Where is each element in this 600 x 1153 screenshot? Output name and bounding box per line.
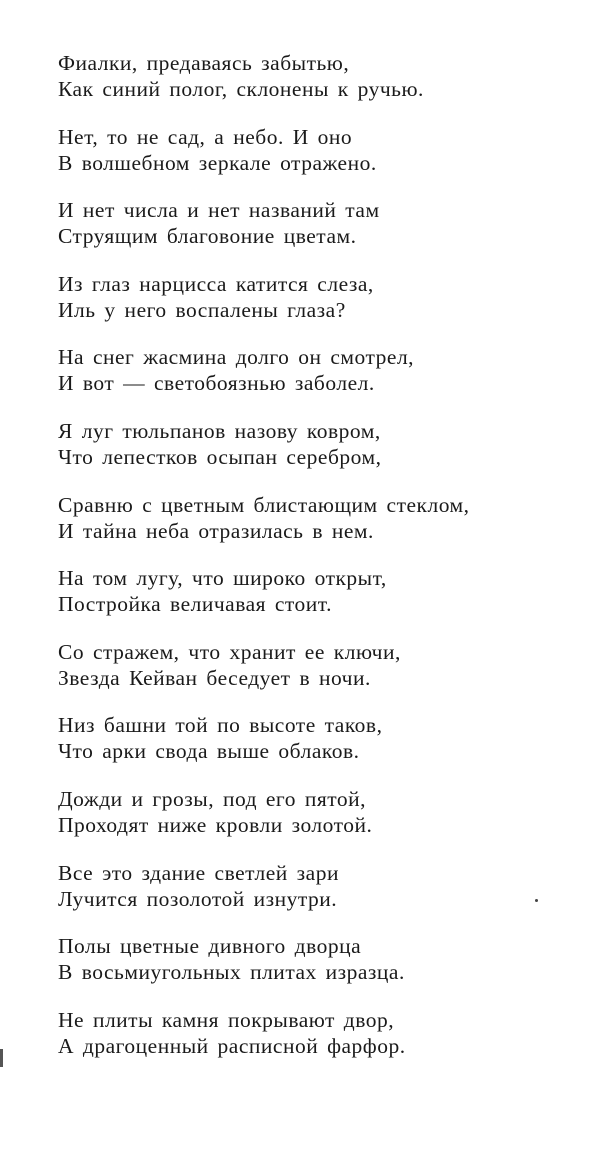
poem-line: Я луг тюльпанов назову ковром, bbox=[58, 418, 381, 443]
print-speck bbox=[535, 899, 538, 902]
stanza bbox=[58, 565, 558, 639]
stanza bbox=[58, 786, 558, 860]
poem-line: Нет, то не сад, а небо. И оно bbox=[58, 124, 353, 149]
stanza bbox=[58, 418, 558, 492]
poem-line: Звезда Кейван беседует в ночи. bbox=[58, 665, 371, 690]
stanza bbox=[58, 860, 558, 934]
stanza bbox=[58, 344, 558, 418]
stanza bbox=[58, 1007, 558, 1081]
poem-line: Струящим благовоние цветам. bbox=[58, 224, 357, 249]
stanza bbox=[58, 492, 558, 566]
poem-line: Все это здание светлей зари bbox=[58, 860, 339, 885]
poem-line: И вот — светобоязнью заболел. bbox=[58, 371, 375, 396]
poem-line: В волшебном зеркале отражено. bbox=[58, 150, 377, 175]
poem-line: В восьмиугольных плитах изразца. bbox=[58, 960, 405, 985]
poem-line: Что лепестков осыпан серебром, bbox=[58, 444, 382, 469]
poem-line: Постройка величавая стоит. bbox=[58, 592, 332, 617]
poem-text bbox=[58, 50, 558, 1080]
stanza bbox=[58, 639, 558, 713]
poem-line: Полы цветные дивного дворца bbox=[58, 934, 362, 959]
poem-line: Фиалки, предаваясь забытью, bbox=[58, 51, 350, 75]
stanza bbox=[58, 50, 558, 124]
page-edge-mark bbox=[0, 1049, 3, 1067]
poem-line: Проходят ниже кровли золотой. bbox=[58, 812, 373, 837]
poem-line: Сравню с цветным блистающим стеклом, bbox=[58, 492, 470, 517]
stanza bbox=[58, 271, 558, 345]
stanza bbox=[58, 197, 558, 271]
stanza bbox=[58, 124, 558, 198]
poem-line: Низ башни той по высоте таков, bbox=[58, 713, 383, 738]
poem-line: Что арки свода выше облаков. bbox=[58, 739, 360, 764]
poem-line: На снег жасмина долго он смотрел, bbox=[58, 345, 415, 370]
poem-line: Как синий полог, склонены к ручью. bbox=[58, 77, 424, 101]
poem-line: Лучится позолотой изнутри. bbox=[58, 886, 338, 911]
poem-line: А драгоценный расписной фарфор. bbox=[58, 1033, 406, 1058]
poem-line: Со стражем, что хранит ее ключи, bbox=[58, 639, 401, 664]
poem-line: Не плиты камня покрывают двор, bbox=[58, 1007, 395, 1032]
poem-line: Из глаз нарцисса катится слеза, bbox=[58, 271, 374, 296]
poem-line: И нет числа и нет названий там bbox=[58, 198, 380, 223]
stanza bbox=[58, 933, 558, 1007]
stanza bbox=[58, 712, 558, 786]
poem-line: Дожди и грозы, под его пятой, bbox=[58, 786, 366, 811]
poem-line: И тайна неба отразилась в нем. bbox=[58, 518, 374, 543]
poem-line: На том лугу, что широко открыт, bbox=[58, 566, 387, 591]
poem-line: Иль у него воспалены глаза? bbox=[58, 297, 346, 322]
